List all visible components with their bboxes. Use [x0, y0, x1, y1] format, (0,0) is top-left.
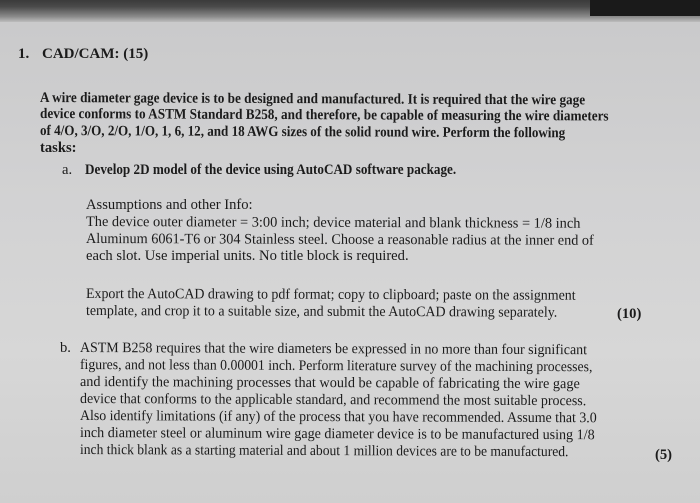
export-line: Export the AutoCAD drawing to pdf format; copy to clipboard; paste on the assignment: [85, 286, 576, 304]
part-b-line: Also identify limitations (if any) of the process that you have recommended. Assume that 3.0: [79, 408, 597, 427]
part-a-title: Develop 2D model of the device using AutoCAD software package.: [85, 162, 457, 178]
intro-line: device conforms to ASTM Standard B258, and therefore, be capable of measuring the wire diameters: [39, 106, 609, 125]
export-line: template, and crop it to a suitable size, and submit the AutoCAD drawing separately.: [85, 303, 558, 321]
part-b-marker: b.: [60, 340, 71, 356]
intro-line: tasks:: [40, 140, 77, 156]
assumptions-line: Aluminum 6061-T6 or 304 Stainless steel. Choose a reasonable radius at the inner end of: [85, 231, 594, 249]
assumptions-line: each slot. Use imperial units. No title block is required.: [86, 248, 409, 264]
part-a-marker: a.: [62, 162, 73, 178]
part-b-line: and identify the machining processes that would be capable of fabricating the wire gage: [79, 374, 580, 393]
part-b-line: inch diameter steel or aluminum wire gage diameter device is to be manufactured using 1/8: [79, 425, 595, 444]
part-b-line: inch thick blank as a starting material and about 1 million devices are to be manufactured.: [79, 442, 569, 461]
intro-line: A wire diameter gage device is to be designed and manufactured. It is required that the wire gage: [39, 90, 586, 109]
intro-line: of 4/O, 3/O, 2/O, 1/O, 1, 6, 12, and 18 AWG sizes of the solid round wire. Perform the following: [39, 123, 566, 142]
part-b-points: (5): [655, 447, 673, 463]
part-b-line: ASTM B258 requires that the wire diameters be expressed in no more than four significant: [79, 340, 588, 359]
assumptions-line: The device outer diameter = 3:00 inch; device material and blank thickness = 1/8 inch: [85, 214, 581, 232]
question-number: 1.: [18, 46, 30, 62]
part-b-line: figures, and not less than 0.00001 inch. Perform literature survey of the machining processes,: [79, 357, 593, 376]
assumptions-line: Assumptions and other Info:: [86, 197, 253, 213]
part-a-points: (10): [617, 306, 642, 322]
question-title: CAD/CAM: (15): [42, 46, 149, 62]
part-b-line: device that conforms to the applicable standard, and recommend the most suitable process.: [79, 391, 587, 410]
